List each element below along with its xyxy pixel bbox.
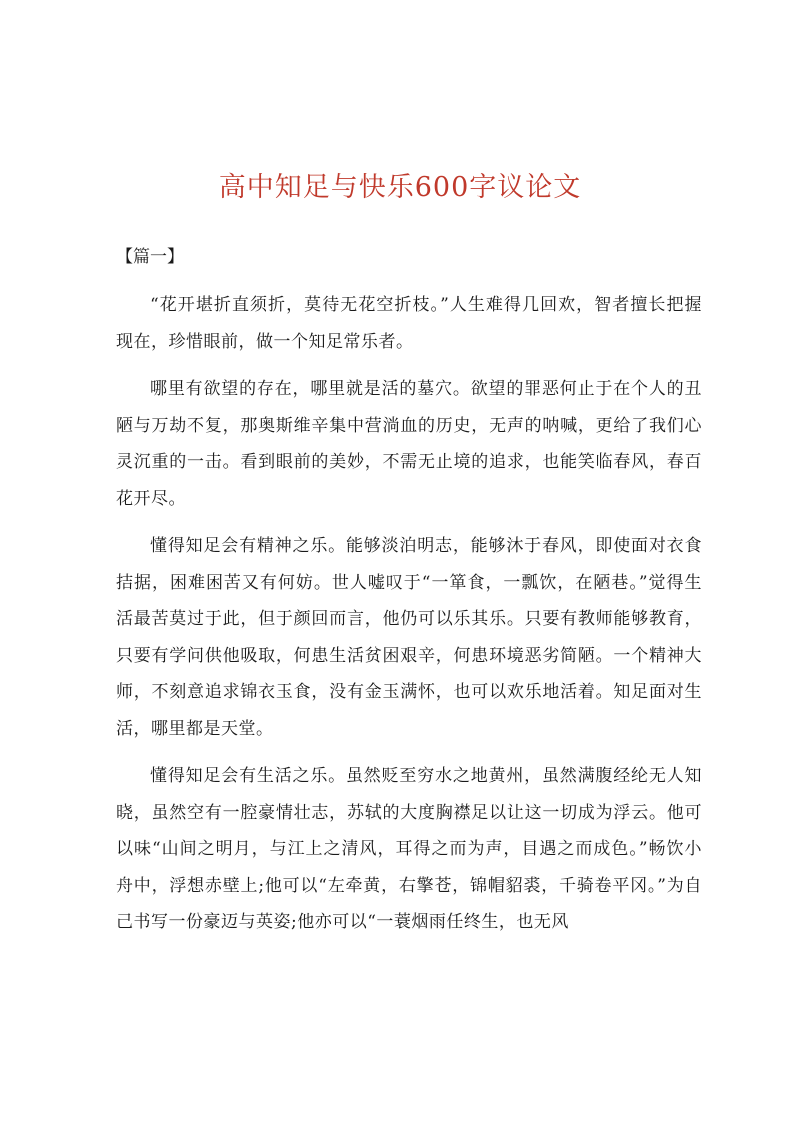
paragraph-1: “花开堪折直须折，莫待无花空折枝。”人生难得几回欢，智者擅长把握现在，珍惜眼前，做一个知足常乐者。 (116, 295, 702, 352)
paragraph-4: 懂得知足会有生活之乐。虽然贬至穷水之地黄州，虽然满腹经纶无人知晓，虽然空有一腔豪情壮志，苏轼的大度胸襟足以让这一切成为浮云。他可以味“山间之明月，与江上之清风，耳得之而为声，目遇之而成色。”畅饮小舟中，浮想赤壁上;他可以“左牵黄，右擎苍，锦帽貂裘，千骑卷平冈。”为自己书写一份豪迈与英姿;他亦可以“一蓑烟雨任终生，也无风 (116, 766, 702, 932)
document-title: 高中知足与快乐600字议论文 (218, 172, 582, 203)
body-text (116, 287, 702, 952)
paragraph-2: 哪里有欲望的存在，哪里就是活的墓穴。欲望的罪恶何止于在个人的丑陋与万劫不复，那奥斯维辛集中营淌血的历史，无声的呐喊，更给了我们心灵沉重的一击。看到眼前的美妙，不需无止境的追求，也能笑临春风，春百花开尽。 (116, 379, 702, 509)
paragraph-3: 懂得知足会有精神之乐。能够淡泊明志，能够沐于春风，即使面对衣食拮据，困难困苦又有何妨。世人嘘叹于“一箪食，一瓢饮，在陋巷。”觉得生活最苦莫过于此，但于颜回而言，他仍可以乐其乐。只要有教师能够教育，只要有学问供他吸取，何患生活贫困艰辛，何患环境恶劣简陋。一个精神大师，不刻意追求锦衣玉食，没有金玉满怀，也可以欢乐地活着。知足面对生活，哪里都是天堂。 (116, 536, 702, 739)
section-label: 【篇一】 (116, 247, 184, 267)
